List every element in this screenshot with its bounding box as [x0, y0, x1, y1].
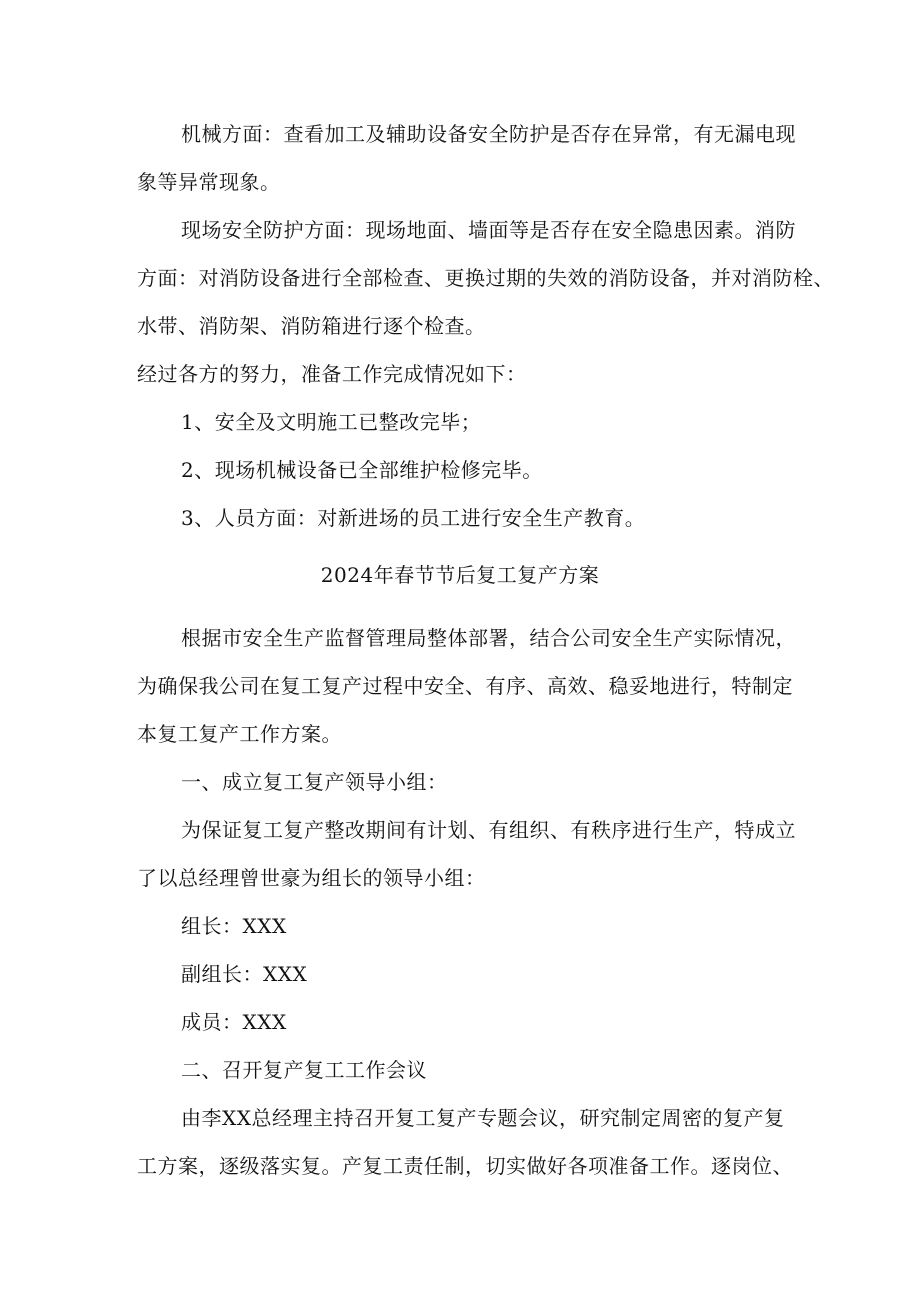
section-title: 2024年春节节后复工复产方案	[320, 563, 600, 587]
paragraph-line: 为保证复工复产整改期间有计划、有组织、有秩序进行生产，特成立	[181, 818, 796, 842]
paragraph-line: 机械方面：查看加工及辅助设备安全防护是否存在异常，有无漏电现	[181, 122, 796, 146]
list-item: 3、人员方面：对新进场的员工进行安全生产教育。	[181, 506, 646, 530]
paragraph-line: 为确保我公司在复工复产过程中安全、有序、高效、稳妥地进行，特制定	[137, 674, 793, 698]
list-item: 2、现场机械设备已全部维护检修完毕。	[181, 458, 543, 482]
paragraph-line: 经过各方的努力，准备工作完成情况如下：	[137, 362, 527, 386]
member-line: 组长：XXX	[181, 914, 287, 938]
member-line: 副组长：XXX	[181, 962, 308, 986]
paragraph-line: 工方案，逐级落实复。产复工责任制，切实做好各项准备工作。逐岗位、	[137, 1154, 793, 1178]
paragraph-line: 本复工复产工作方案。	[137, 722, 342, 746]
paragraph-line: 了以总经理曾世豪为组长的领导小组：	[137, 866, 486, 890]
subheading: 二、召开复产复工工作会议	[181, 1058, 427, 1082]
paragraph-line: 根据市安全生产监督管理局整体部署，结合公司安全生产实际情况，	[181, 626, 796, 650]
paragraph-line: 现场安全防护方面：现场地面、墙面等是否存在安全隐患因素。消防	[181, 218, 796, 242]
list-item: 1、安全及文明施工已整改完毕；	[181, 410, 482, 434]
paragraph-line: 方面：对消防设备进行全部检查、更换过期的失效的消防设备，并对消防栓、	[137, 266, 834, 290]
paragraph-line: 象等异常现象。	[137, 170, 281, 194]
subheading: 一、成立复工复产领导小组：	[181, 770, 448, 794]
paragraph-line: 由李XX总经理主持召开复工复产专题会议，研究制定周密的复产复	[181, 1106, 785, 1130]
paragraph-line: 水带、消防架、消防箱进行逐个检查。	[137, 314, 486, 338]
member-line: 成员：XXX	[181, 1010, 287, 1034]
